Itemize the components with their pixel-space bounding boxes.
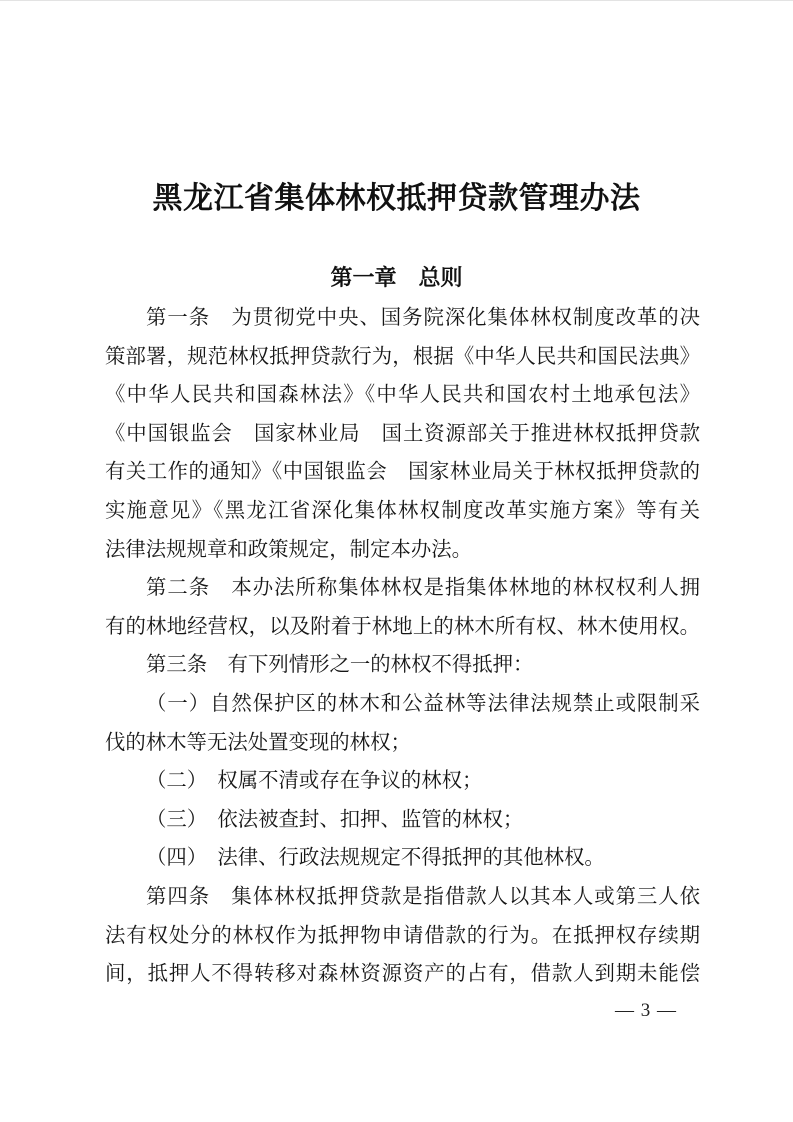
page-number: — 3 — [615, 1000, 677, 1021]
body-line: 第四条 集体林权抵押贷款是指借款人以其本人或第三人依 [146, 885, 700, 908]
body-line: 间，抵押人不得转移对森林资源资产的占有，借款人到期未能偿 [105, 963, 700, 986]
body-line: 有关工作的通知》《中国银监会 国家林业局关于林权抵押贷款的 [105, 461, 700, 484]
body-line: 《中华人民共和国森林法》《中华人民共和国农村土地承包法》 [105, 384, 700, 407]
chapter-heading: 第一章 总则 [330, 265, 463, 290]
body-line: 第一条 为贯彻党中央、国务院深化集体林权制度改革的决 [146, 307, 700, 329]
body-line: 法律法规规章和政策规定，制定本办法。 [105, 538, 473, 561]
body-line: 第二条 本办法所称集体林权是指集体林地的林权权利人拥 [146, 577, 700, 600]
body-line: （三） 依法被查封、扣押、监管的林权； [146, 808, 524, 831]
body-line: 《中国银监会 国家林业局 国土资源部关于推进林权抵押贷款 [105, 422, 700, 445]
body-line: 策部署，规范林权抵押贷款行为，根据《中华人民共和国民法典》 [105, 345, 700, 368]
body-line: 实施意见》《黑龙江省深化集体林权制度改革实施方案》等有关 [105, 499, 700, 522]
body-line: （一）自然保护区的林木和公益林等法律法规禁止或限制采 [146, 692, 700, 715]
body-line: 第三条 有下列情形之一的林权不得抵押： [146, 654, 534, 677]
page-title: 黑龙江省集体林权抵押贷款管理办法 [152, 182, 641, 215]
body-line: 伐的林木等无法处置变现的林权； [105, 731, 411, 754]
document-body [105, 299, 700, 994]
body-line: 有的林地经营权，以及附着于林地上的林木所有权、林木使用权。 [105, 615, 700, 638]
body-line: 法有权处分的林权作为抵押物申请借款的行为。在抵押权存续期 [105, 924, 700, 947]
body-line: （四） 法律、行政法规规定不得抵押的其他林权。 [146, 847, 605, 870]
body-line: （二） 权属不清或存在争议的林权； [146, 770, 483, 793]
